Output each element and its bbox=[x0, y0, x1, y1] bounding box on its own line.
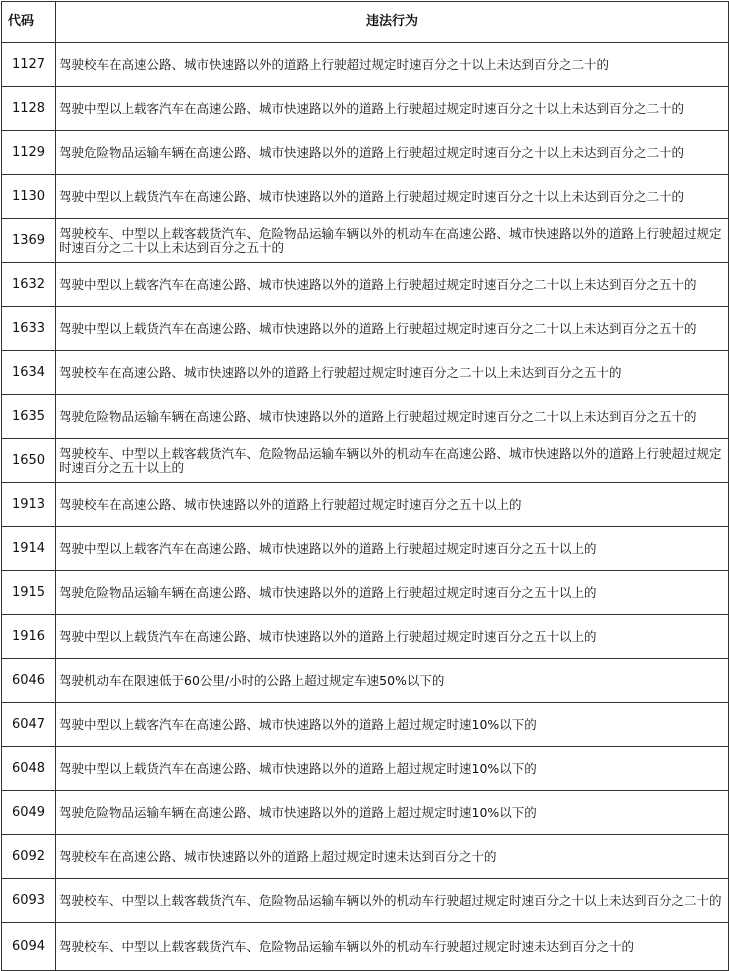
row-description: 驾驶危险物品运输车辆在高速公路、城市快速路以外的道路上行驶超过规定时速百分之五十以上的 bbox=[56, 571, 729, 615]
table-row bbox=[2, 747, 729, 791]
table-row bbox=[2, 439, 729, 483]
row-description: 驾驶校车在高速公路、城市快速路以外的道路上行驶超过规定时速百分之五十以上的 bbox=[56, 483, 729, 527]
row-code: 6094 bbox=[2, 923, 56, 971]
table-row bbox=[2, 87, 729, 131]
row-code: 1633 bbox=[2, 307, 56, 351]
row-code: 6092 bbox=[2, 835, 56, 879]
row-description: 驾驶校车、中型以上载客载货汽车、危险物品运输车辆以外的机动车行驶超过规定时速百分之十以上未达到百分之二十的 bbox=[56, 879, 729, 923]
row-description: 驾驶中型以上载货汽车在高速公路、城市快速路以外的道路上行驶超过规定时速百分之二十以上未达到百分之五十的 bbox=[56, 307, 729, 351]
table-row bbox=[2, 659, 729, 703]
row-description: 驾驶中型以上载货汽车在高速公路、城市快速路以外的道路上行驶超过规定时速百分之十以上未达到百分之二十的 bbox=[56, 175, 729, 219]
row-code: 1650 bbox=[2, 439, 56, 483]
row-code: 1634 bbox=[2, 351, 56, 395]
row-code: 6046 bbox=[2, 659, 56, 703]
row-description: 驾驶校车在高速公路、城市快速路以外的道路上超过规定时速未达到百分之十的 bbox=[56, 835, 729, 879]
row-code: 1632 bbox=[2, 263, 56, 307]
row-description: 驾驶校车、中型以上载客载货汽车、危险物品运输车辆以外的机动车在高速公路、城市快速路以外的道路上行驶超过规定时速百分之二十以上未达到百分之五十的 bbox=[56, 219, 729, 263]
table-header-row bbox=[2, 2, 729, 43]
table-row bbox=[2, 483, 729, 527]
header-violation: 违法行为 bbox=[56, 2, 729, 43]
table-row bbox=[2, 703, 729, 747]
table-row bbox=[2, 219, 729, 263]
row-description: 驾驶危险物品运输车辆在高速公路、城市快速路以外的道路上超过规定时速10%以下的 bbox=[56, 791, 729, 835]
table-row bbox=[2, 307, 729, 351]
row-description: 驾驶校车、中型以上载客载货汽车、危险物品运输车辆以外的机动车在高速公路、城市快速路以外的道路上行驶超过规定时速百分之五十以上的 bbox=[56, 439, 729, 483]
row-description: 驾驶中型以上载客汽车在高速公路、城市快速路以外的道路上行驶超过规定时速百分之五十以上的 bbox=[56, 527, 729, 571]
table-row bbox=[2, 527, 729, 571]
row-description: 驾驶校车、中型以上载客载货汽车、危险物品运输车辆以外的机动车行驶超过规定时速未达到百分之十的 bbox=[56, 923, 729, 971]
row-description: 驾驶危险物品运输车辆在高速公路、城市快速路以外的道路上行驶超过规定时速百分之十以上未达到百分之二十的 bbox=[56, 131, 729, 175]
row-code: 1130 bbox=[2, 175, 56, 219]
table-row bbox=[2, 615, 729, 659]
row-description: 驾驶机动车在限速低于60公里/小时的公路上超过规定车速50%以下的 bbox=[56, 659, 729, 703]
row-code: 1635 bbox=[2, 395, 56, 439]
row-code: 6047 bbox=[2, 703, 56, 747]
violation-code-table bbox=[1, 1, 729, 971]
row-description: 驾驶中型以上载客汽车在高速公路、城市快速路以外的道路上超过规定时速10%以下的 bbox=[56, 703, 729, 747]
row-code: 1129 bbox=[2, 131, 56, 175]
row-description: 驾驶中型以上载客汽车在高速公路、城市快速路以外的道路上行驶超过规定时速百分之二十以上未达到百分之五十的 bbox=[56, 263, 729, 307]
row-code: 1915 bbox=[2, 571, 56, 615]
table-row bbox=[2, 43, 729, 87]
row-code: 1369 bbox=[2, 219, 56, 263]
row-code: 6048 bbox=[2, 747, 56, 791]
row-code: 1127 bbox=[2, 43, 56, 87]
row-description: 驾驶危险物品运输车辆在高速公路、城市快速路以外的道路上行驶超过规定时速百分之二十以上未达到百分之五十的 bbox=[56, 395, 729, 439]
table-row bbox=[2, 175, 729, 219]
table-row bbox=[2, 879, 729, 923]
row-description: 驾驶中型以上载客汽车在高速公路、城市快速路以外的道路上行驶超过规定时速百分之十以上未达到百分之二十的 bbox=[56, 87, 729, 131]
table-row bbox=[2, 131, 729, 175]
row-code: 1916 bbox=[2, 615, 56, 659]
row-description: 驾驶校车在高速公路、城市快速路以外的道路上行驶超过规定时速百分之二十以上未达到百分之五十的 bbox=[56, 351, 729, 395]
table-row bbox=[2, 351, 729, 395]
row-code: 6093 bbox=[2, 879, 56, 923]
row-code: 1914 bbox=[2, 527, 56, 571]
table-row bbox=[2, 835, 729, 879]
row-description: 驾驶中型以上载货汽车在高速公路、城市快速路以外的道路上行驶超过规定时速百分之五十以上的 bbox=[56, 615, 729, 659]
table-row bbox=[2, 395, 729, 439]
table-row bbox=[2, 923, 729, 971]
header-code: 代码 bbox=[2, 2, 56, 43]
row-code: 1128 bbox=[2, 87, 56, 131]
table-row bbox=[2, 791, 729, 835]
table-row bbox=[2, 263, 729, 307]
row-code: 6049 bbox=[2, 791, 56, 835]
row-code: 1913 bbox=[2, 483, 56, 527]
row-description: 驾驶校车在高速公路、城市快速路以外的道路上行驶超过规定时速百分之十以上未达到百分之二十的 bbox=[56, 43, 729, 87]
row-description: 驾驶中型以上载货汽车在高速公路、城市快速路以外的道路上超过规定时速10%以下的 bbox=[56, 747, 729, 791]
table-row bbox=[2, 571, 729, 615]
